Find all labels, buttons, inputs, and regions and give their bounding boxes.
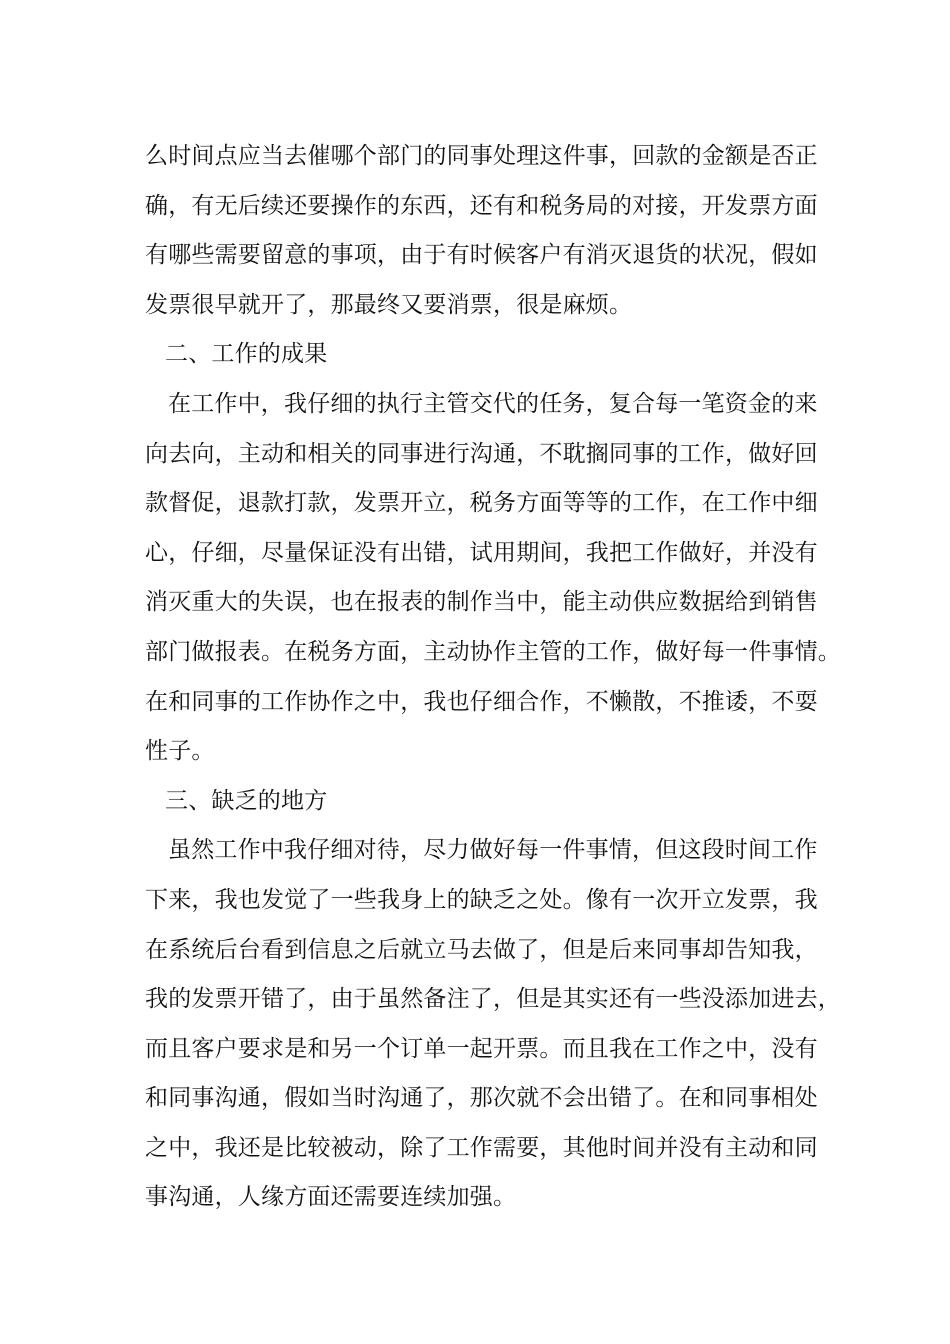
text-line: 在工作中，我仔细的执行主管交代的任务，复合每一笔资金的来 bbox=[168, 390, 818, 417]
text-line: 事沟通，人缘方面还需要连续加强。 bbox=[145, 1184, 517, 1211]
heading-shortcomings: 三、缺乏的地方 bbox=[165, 787, 328, 814]
document-body bbox=[145, 132, 841, 1223]
paragraph-shortcomings bbox=[145, 826, 841, 1223]
text-line: 向去向，主动和相关的同事进行沟通，不耽搁同事的工作，做好回 bbox=[145, 440, 818, 467]
text-line: 虽然工作中我仔细对待，尽力做好每一件事情，但这段时间工作 bbox=[168, 837, 818, 864]
heading-work-results: 二、工作的成果 bbox=[165, 341, 328, 368]
text-line: 心，仔细，尽量保证没有出错，试用期间，我把工作做好，并没有 bbox=[145, 539, 818, 566]
text-line: 性子。 bbox=[145, 738, 215, 765]
text-line: 下来，我也发觉了一些我身上的缺乏之处。像有一次开立发票，我 bbox=[145, 886, 818, 913]
text-line: 消灭重大的失误，也在报表的制作当中，能主动供应数据给到销售 bbox=[145, 589, 818, 616]
text-line: 在系统后台看到信息之后就立马去做了，但是后来同事却告知我， bbox=[145, 936, 818, 963]
text-line: 发票很早就开了，那最终又要消票，很是麻烦。 bbox=[145, 291, 633, 318]
section-heading-results bbox=[145, 330, 835, 380]
text-line: 么时间点应当去催哪个部门的同事处理这件事，回款的金额是否正 bbox=[145, 143, 818, 169]
text-line: 部门做报表。在税务方面，主动协作主管的工作，做好每一件事情。 bbox=[145, 638, 841, 665]
text-line: 和同事沟通，假如当时沟通了，那次就不会出错了。在和同事相处 bbox=[145, 1085, 818, 1112]
text-line: 款督促，退款打款，发票开立，税务方面等等的工作，在工作中细 bbox=[145, 490, 818, 517]
text-line: 在和同事的工作协作之中，我也仔细合作，不懒散，不推诿，不耍 bbox=[145, 688, 818, 715]
text-line: 之中，我还是比较被动，除了工作需要，其他时间并没有主动和同 bbox=[145, 1134, 818, 1161]
text-line: 确，有无后续还要操作的东西，还有和税务局的对接，开发票方面 bbox=[145, 192, 818, 219]
section-heading-shortcomings bbox=[145, 777, 835, 827]
text-line: 而且客户要求是和另一个订单一起开票。而且我在工作之中，没有 bbox=[145, 1035, 818, 1062]
paragraph-continued-intro bbox=[145, 132, 835, 330]
text-line: 有哪些需要留意的事项，由于有时候客户有消灭退货的状况，假如 bbox=[145, 242, 818, 269]
paragraph-work-results bbox=[145, 380, 841, 777]
text-line: 我的发票开错了，由于虽然备注了，但是其实还有一些没添加进去， bbox=[145, 986, 841, 1013]
